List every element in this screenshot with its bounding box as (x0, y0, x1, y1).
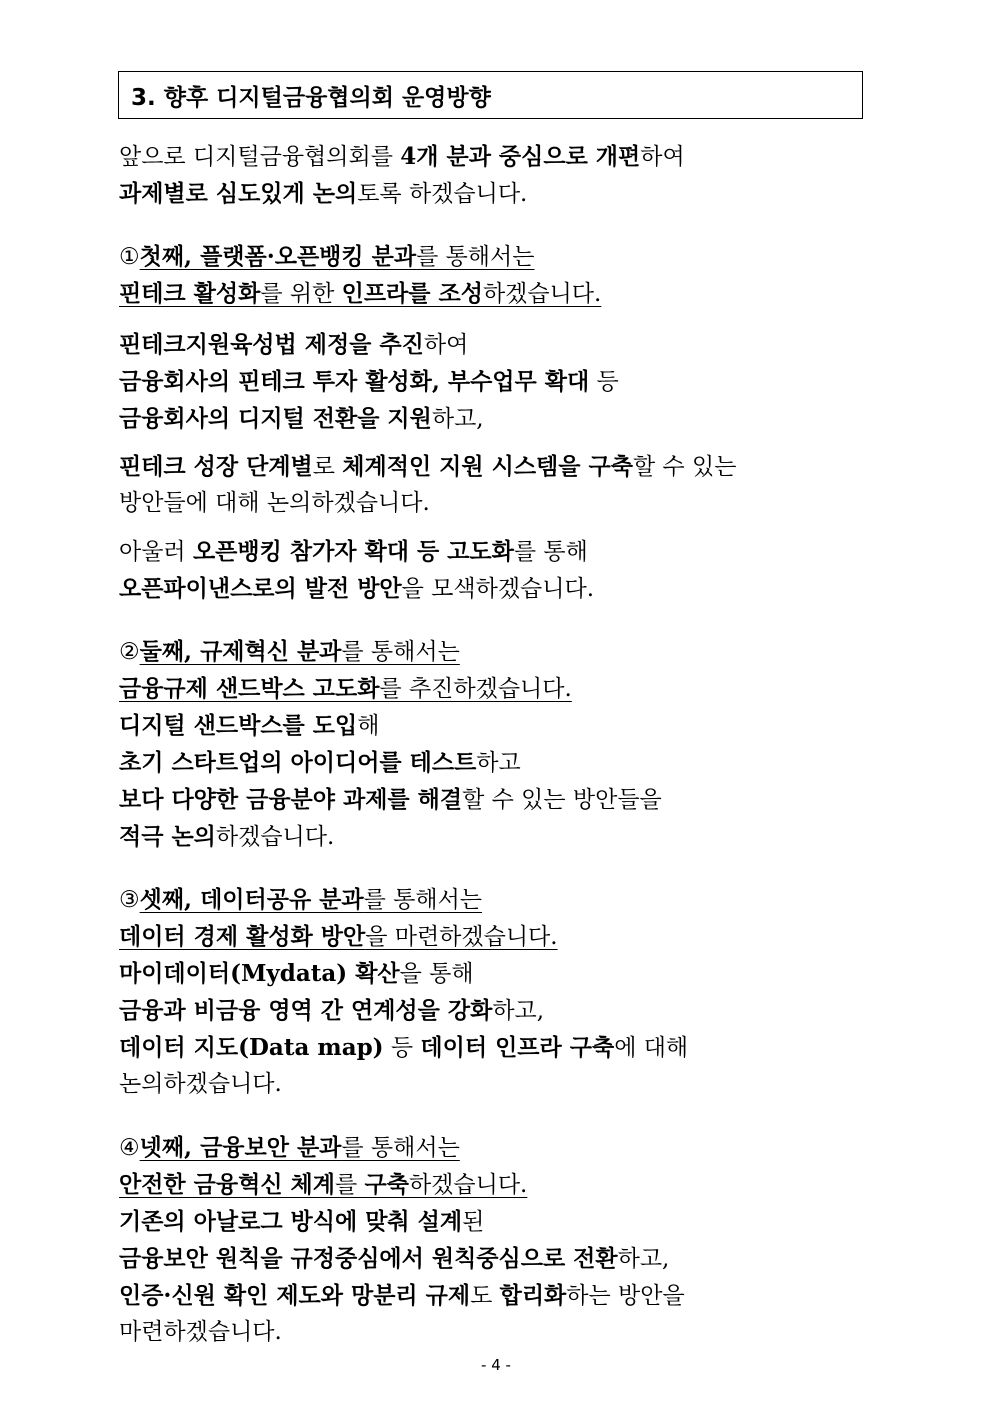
circled-number: ① (119, 244, 140, 270)
text: 된 (462, 1209, 485, 1235)
text: 하겠습니다. (215, 824, 335, 850)
circled-number: ④ (119, 1135, 140, 1161)
emphasis: 데이터 인프라 구축 (420, 1034, 615, 1061)
text: 하고, (617, 1246, 670, 1272)
emphasis: 금융보안 원칙을 규정중심에서 원칙중심으로 전환 (119, 1245, 618, 1272)
s4-heading-1 (119, 1129, 879, 1166)
s3-p-line-4 (119, 1066, 879, 1103)
text: 앞으로 디지털금융협의회를 (119, 144, 401, 170)
text: 방안들에 대해 논의하겠습니다. (119, 490, 430, 516)
s1-p1-line-2 (119, 363, 879, 400)
s1-p3-line-2 (119, 570, 879, 607)
s1-p2-line-2 (119, 485, 879, 522)
text: 하고 (476, 750, 521, 776)
emphasis: 핀테크지원육성법 제정을 추진 (119, 331, 424, 358)
emphasis: 핀테크 성장 단계별 (119, 453, 313, 480)
text: 마련하겠습니다. (119, 1319, 282, 1345)
text: 토록 하겠습니다. (357, 181, 528, 207)
text: 를 통해 (513, 539, 588, 565)
s3-heading-2 (119, 918, 879, 955)
s2-heading-1 (119, 633, 879, 670)
s2-p-line-1 (119, 707, 879, 744)
s1-heading-2 (119, 275, 879, 312)
emphasis: 첫째, 플랫폼·오픈뱅킹 분과 (139, 243, 417, 270)
text: 를 (334, 1172, 365, 1198)
section-title-box (118, 71, 863, 119)
text: 를 통해서는 (341, 639, 460, 665)
section-title: 3. 향후 디지털금융협의회 운영방향 (131, 84, 491, 111)
emphasis: 금융과 비금융 영역 간 연계성을 강화 (119, 997, 493, 1024)
text: 를 통해서는 (341, 1135, 460, 1161)
emphasis: 금융회사의 디지털 전환을 지원 (119, 405, 432, 432)
emphasis: 구축 (364, 1171, 409, 1198)
text: 을 마련하겠습니다. (365, 924, 558, 950)
text: 을 통해 (399, 961, 474, 987)
s1-heading-1 (119, 238, 879, 275)
text: 등 (589, 369, 619, 395)
text: 하는 방안을 (566, 1283, 685, 1309)
text: 도 (470, 1283, 500, 1309)
emphasis: 셋째, 데이터공유 분과 (139, 886, 364, 913)
s4-p-line-3 (119, 1277, 879, 1314)
text: 등 (383, 1035, 421, 1061)
emphasis: 인프라를 조성 (341, 280, 483, 307)
s2-p-line-2 (119, 744, 879, 781)
document-body (119, 138, 879, 1351)
s2-p-line-3 (119, 781, 879, 818)
emphasis: 오픈파이낸스로의 발전 방안 (119, 575, 402, 602)
text: 논의하겠습니다. (119, 1071, 282, 1097)
emphasis: 핀테크 활성화 (119, 280, 261, 307)
emphasis: 데이터 지도(Data map) (119, 1034, 384, 1061)
emphasis: 인증·신원 확인 제도와 망분리 규제 (119, 1282, 471, 1309)
emphasis: 적극 논의 (119, 823, 216, 850)
text: 을 모색하겠습니다. (401, 576, 595, 602)
s2-p-line-4 (119, 818, 879, 855)
circled-number: ② (119, 639, 140, 665)
text: 하여 (423, 332, 469, 358)
s1-p1-line-1 (119, 326, 879, 363)
s1-p2-line-1 (119, 448, 879, 485)
page-number: - 4 - (481, 1356, 511, 1374)
s4-heading-2 (119, 1166, 879, 1203)
emphasis: 금융회사의 핀테크 투자 활성화, 부수업무 확대 (119, 368, 590, 395)
emphasis: 과제별로 심도있게 논의 (119, 180, 358, 207)
emphasis: 둘째, 규제혁신 분과 (139, 638, 342, 665)
text: 하고, (492, 998, 545, 1024)
emphasis: 보다 다양한 금융분야 과제를 해결 (119, 786, 463, 813)
text: 를 위한 (260, 281, 342, 307)
emphasis: 금융규제 샌드박스 고도화 (119, 675, 380, 702)
emphasis: 합리화 (499, 1282, 567, 1309)
text: 하겠습니다. (482, 281, 602, 307)
emphasis: 4개 분과 중심으로 개편 (400, 143, 641, 170)
emphasis: 오픈뱅킹 참가자 확대 등 고도화 (192, 538, 514, 565)
s1-p3-line-1 (119, 533, 879, 570)
s4-p-line-4 (119, 1314, 879, 1351)
s3-heading-1 (119, 881, 879, 918)
emphasis: 넷째, 금융보안 분과 (139, 1134, 342, 1161)
text: 로 (312, 454, 343, 480)
circled-number: ③ (119, 887, 140, 913)
s2-heading-2 (119, 670, 879, 707)
text: 아울러 (119, 539, 193, 565)
text: 하여 (640, 144, 685, 170)
s4-p-line-1 (119, 1203, 879, 1240)
text: 에 대해 (614, 1035, 689, 1061)
text: 를 통해서는 (416, 244, 535, 270)
s1-p1-line-3 (119, 400, 879, 437)
s3-p-line-3 (119, 1029, 879, 1066)
text: 할 수 있는 방안들을 (462, 787, 662, 813)
emphasis: 마이데이터(Mydata) 확산 (119, 960, 400, 987)
emphasis: 기존의 아날로그 방식에 맞춰 설계 (119, 1208, 463, 1235)
emphasis: 디지털 샌드박스를 도입 (119, 712, 358, 739)
emphasis: 체계적인 지원 시스템을 구축 (342, 453, 633, 480)
text: 하겠습니다. (408, 1172, 528, 1198)
emphasis: 데이터 경제 활성화 방안 (119, 923, 366, 950)
text: 를 통해서는 (363, 887, 483, 913)
text: 하고, (431, 406, 484, 432)
intro-line-2 (119, 175, 879, 212)
text: 할 수 있는 (632, 454, 737, 480)
text: 해 (357, 713, 380, 739)
s3-p-line-1 (119, 955, 879, 992)
text: 를 추진하겠습니다. (379, 676, 572, 702)
emphasis: 초기 스타트업의 아이디어를 테스트 (119, 749, 477, 776)
emphasis: 안전한 금융혁신 체계 (119, 1171, 335, 1198)
s4-p-line-2 (119, 1240, 879, 1277)
s3-p-line-2 (119, 992, 879, 1029)
intro-line-1 (119, 138, 879, 175)
